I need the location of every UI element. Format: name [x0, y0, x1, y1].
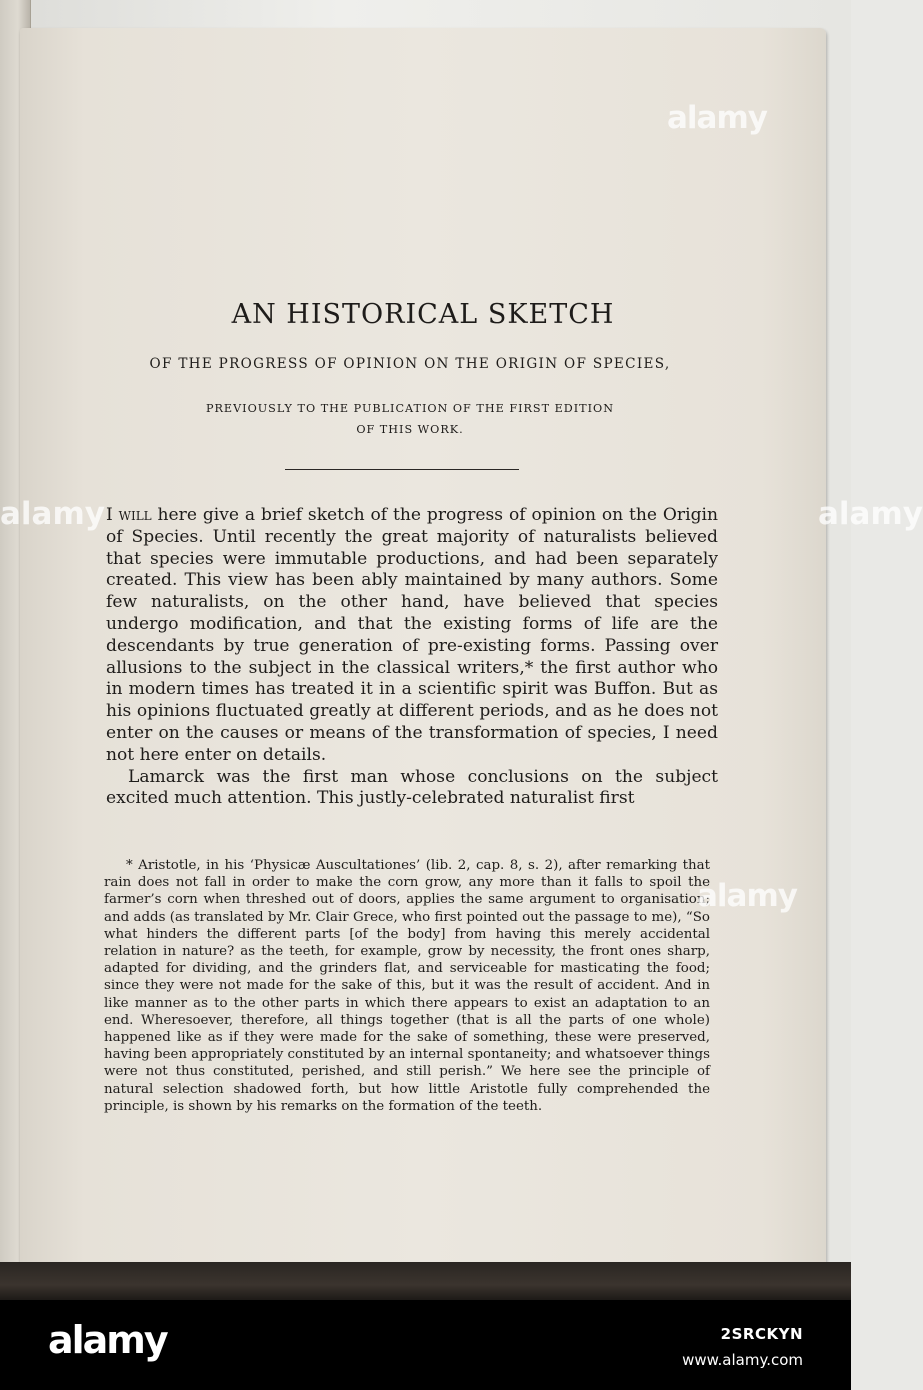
- watermark-text: alamy: [818, 496, 923, 532]
- watermark-text: alamy: [667, 100, 767, 136]
- footnote: [104, 857, 710, 1115]
- page-title: AN HISTORICAL SKETCH: [231, 299, 615, 330]
- title-divider: [285, 469, 519, 470]
- stock-footer: [0, 1300, 851, 1390]
- book-cover-edge: [0, 1262, 851, 1300]
- paragraph-2: Lamarck was the first man whose conclusions on the subject excited much attention. This justly-celebrated naturalist first: [106, 766, 718, 809]
- watermark-text: alamy: [0, 496, 105, 532]
- page-subtitle: OF THE PROGRESS OF OPINION ON THE ORIGIN OF SPECIES,: [149, 356, 671, 372]
- paragraph-1: [106, 505, 718, 767]
- main-text: [106, 505, 718, 810]
- subtitle-line-2: OF THIS WORK.: [356, 423, 464, 436]
- image-id: 2SRCKYN: [720, 1325, 803, 1343]
- book-page: [20, 28, 826, 1273]
- paragraph-1-text: here give a brief sketch of the progress of opinion on the Origin of Species. Until recently the great majority of naturalists believed that species were immutable productions, and had been separately created. This view has been ably maintained by many authors. Some few naturalists, on the other hand, have believed that species undergo modification, and that the existing forms of life are the descendants by true generation of pre-existing forms. Passing over allusions to the subject in the classical writers,* the first author who in modern times has treated it in a scientific spirit was Buffon. But as his opinions fluctuated greatly at different periods, and as he does not enter on the causes or means of the transformation of species, I need not here enter on details.: [106, 505, 718, 765]
- footnote-text: * Aristotle, in his ‘Physicæ Auscultationes’ (lib. 2, cap. 8, s. 2), after remarking that rain does not fall in order to make the corn grow, any more than it falls to spoil the farmer’s corn when threshed out of doors, applies the same argument to organisation; and adds (as translated by Mr. Clair Grece, who first pointed out the passage to me), “So what hinders the different parts [of the body] from having this merely accidental relation in nature? as the teeth, for example, grow by necessity, the front ones sharp, adapted for dividing, and the grinders flat, and serviceable for masticating the food; since they were not made for the sake of this, but it was the result of accident. And in like manner as to the other parts in which there appears to exist an adaptation to an end. Wheresoever, therefore, all things together (that is all the parts of one whole) happened like as if they were made for the sake of something, these were preserved, having been appropriately constituted by an internal spontaneity; and whatsoever things were not thus constituted, perished, and still perish.” We here see the principle of natural selection shadowed forth, but how little Aristotle fully comprehended the principle, is shown by his remarks on the formation of the teeth.: [104, 858, 710, 1114]
- page-subtitle-secondary: [170, 398, 650, 440]
- footer-info: [682, 1321, 803, 1373]
- watermark-text: alamy: [697, 878, 797, 914]
- paragraph-1-lead: I will: [106, 505, 152, 525]
- subtitle-line-1: PREVIOUSLY TO THE PUBLICATION OF THE FIRST EDITION: [205, 402, 615, 415]
- footer-url: www.alamy.com: [682, 1351, 803, 1369]
- footer-logo: alamy: [48, 1318, 167, 1362]
